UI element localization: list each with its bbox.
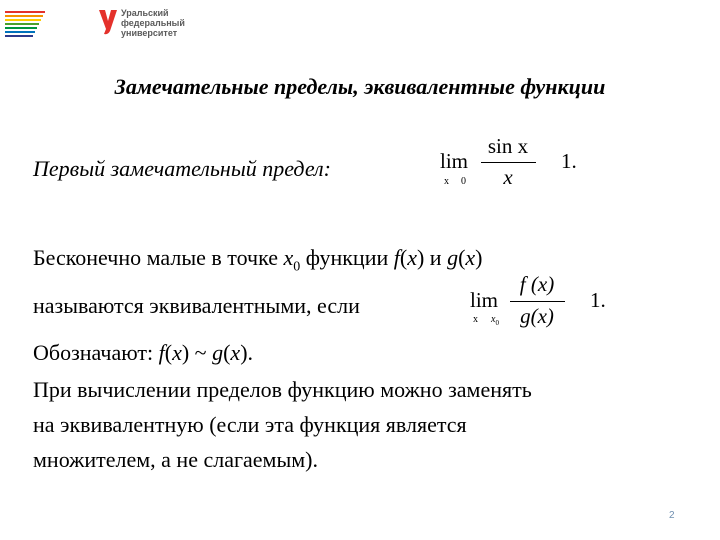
equiv-condition-text: называются эквивалентными, если: [33, 293, 360, 318]
body-line-1: При вычислении пределов функцию можно заменять: [33, 377, 532, 402]
notation-text: Обозначают:: [33, 340, 159, 365]
notation-g: g: [212, 340, 224, 365]
stripe-light-green: [5, 23, 39, 25]
equiv-subscript: 0: [293, 259, 301, 275]
limit-result: 1.: [561, 149, 577, 173]
logo-line-2: федеральный: [121, 18, 185, 28]
lim-target: 0: [461, 176, 466, 187]
logo-line-3: университет: [121, 28, 178, 38]
body-line-2: на эквивалентную (если эта функция является: [33, 412, 467, 437]
equiv-definition-line: [33, 245, 483, 275]
lim-target-2: [491, 314, 499, 327]
notation-line: [33, 340, 253, 366]
stripe-green: [5, 27, 37, 29]
lim-variable: x: [444, 176, 449, 187]
equiv-text-2: функции: [300, 245, 394, 270]
equiv-x: x: [283, 245, 294, 270]
equiv-g: g: [447, 245, 459, 270]
limit-result-2: 1.: [590, 288, 606, 312]
body-line-3: множителем, а не слагаемым).: [33, 447, 318, 472]
equiv-text-3: ) и: [416, 245, 448, 270]
paren-open: (: [399, 245, 408, 270]
first-limit-formula: [440, 132, 600, 198]
fraction-numerator-2: f (x): [519, 272, 555, 296]
notation-tilde: ) ~: [181, 340, 213, 365]
stripe-yellow: [5, 19, 41, 21]
lim-operator: lim: [440, 149, 469, 173]
logo-stripes: [5, 11, 45, 41]
equiv-limit-formula: [470, 270, 630, 336]
lim-operator-2: lim: [470, 288, 499, 312]
logo-line-1: Уральский: [121, 8, 169, 18]
notation-end: ).: [240, 340, 254, 365]
notation-paren-2: (: [223, 340, 231, 365]
notation-paren-1: (: [164, 340, 173, 365]
first-limit-label: Первый замечательный предел:: [33, 156, 331, 181]
equiv-text-1: Бесконечно малые в точке: [33, 245, 284, 270]
stripe-blue: [5, 31, 35, 33]
paren-close-2: ): [475, 245, 483, 270]
equiv-fx-arg: x: [407, 245, 417, 270]
notation-f: f: [158, 340, 165, 365]
notation-x2: x: [230, 340, 241, 365]
lim-target-x: x: [491, 314, 496, 325]
lim-variable-2: x: [473, 314, 478, 325]
fraction-bar-2: [510, 301, 565, 302]
notation-x1: x: [172, 340, 182, 365]
fraction-denominator: x: [503, 165, 513, 189]
slide-title: Замечательные пределы, эквивалентные функции: [114, 74, 606, 99]
university-name: [121, 8, 185, 38]
fraction-denominator-2: g(x): [520, 304, 554, 328]
stripe-red: [5, 11, 45, 13]
equiv-gx-arg: x: [465, 245, 476, 270]
stripe-navy: [5, 35, 33, 37]
fraction-numerator: sin x: [487, 134, 529, 158]
university-logo-icon: [98, 9, 118, 35]
fraction-bar: [481, 162, 536, 163]
lim-target-sub: 0: [495, 319, 499, 327]
stripe-orange: [5, 15, 43, 17]
paren-open-2: (: [458, 245, 466, 270]
equiv-f: f: [393, 245, 400, 270]
page-number: 2: [669, 510, 675, 521]
